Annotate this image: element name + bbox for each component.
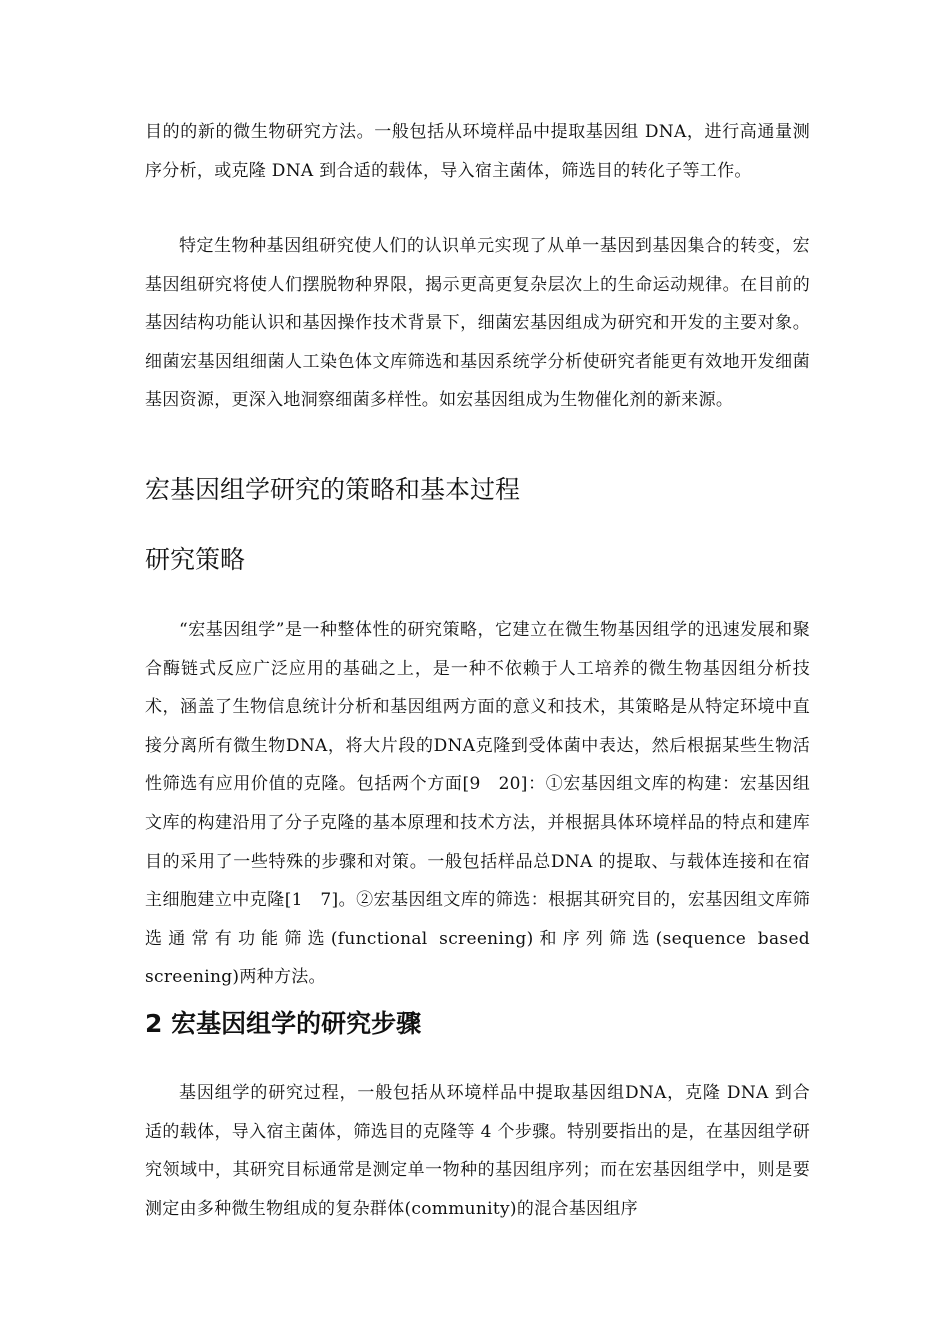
paragraph-text: 目的的新的微生物研究方法。一般包括从环境样品中提取基因组 DNA，进行高通量测序分析，或克隆 DNA 到合适的载体，导入宿主菌体，筛选目的转化子等工作。 bbox=[145, 122, 810, 181]
paragraph-text: “宏基因组学”是一种整体性的研究策略，它建立在微生物基因组学的迅速发展和聚合酶链式反应广泛应用的基础之上，是一种不依赖于人工培养的微生物基因组分析技术，涵盖了生物信息统计分析和基因组两方面的意义和技术，其策略是从特定环境中直接分离所有微生物DNA，将大片段的DNA克隆到受体菌中表达，然后根据某些生物活性筛选有应用价值的克隆。包括两个方面[9 20]：①宏基因组文库的构建：宏基因组文库的构建沿用了分子克隆的基本原理和技术方法，并根据具体环境样品的特点和建库目的采用了一些特殊的步骤和对策。一般包括样品总DNA 的提取、与载体连接和在宿主细胞建立中克隆[1 7]。②宏基因组文库的筛选：根据其研究目的，宏基因组文库筛选通常有功能筛选(functional screening)和序列筛选(sequence based screening)两种方法。 bbox=[145, 620, 810, 988]
subsection-heading: 研究策略 bbox=[145, 545, 246, 574]
paragraph-genome-research bbox=[145, 227, 810, 420]
section-heading-steps bbox=[145, 1007, 810, 1041]
section-heading: 2 宏基因组学的研究步骤 bbox=[145, 1009, 422, 1038]
section-heading: 宏基因组学研究的策略和基本过程 bbox=[145, 475, 521, 504]
paragraph-metagenomics-strategy bbox=[145, 611, 810, 997]
paragraph-research-process bbox=[145, 1074, 810, 1228]
paragraph-text: 基因组学的研究过程，一般包括从环境样品中提取基因组DNA，克隆 DNA 到合适的载体，导入宿主菌体，筛选目的克隆等 4 个步骤。特别要指出的是，在基因组学研究领域中，其研究目标通常是测定单一物种的基因组序列；而在宏基因组学中，则是要测定由多种微生物组成的复杂群体(community)的混合基因组序 bbox=[145, 1083, 810, 1219]
subsection-heading-strategy bbox=[145, 543, 810, 577]
section-heading-strategy-process bbox=[145, 473, 810, 507]
paragraph-intro-continuation bbox=[145, 113, 810, 190]
paragraph-text: 特定生物种基因组研究使人们的认识单元实现了从单一基因到基因集合的转变，宏基因组研究将使人们摆脱物种界限，揭示更高更复杂层次上的生命运动规律。在目前的基因结构功能认识和基因操作技术背景下，细菌宏基因组成为研究和开发的主要对象。细菌宏基因组细菌人工染色体文库筛选和基因系统学分析使研究者能更有效地开发细菌基因资源，更深入地洞察细菌多样性。如宏基因组成为生物催化剂的新来源。 bbox=[145, 236, 810, 411]
